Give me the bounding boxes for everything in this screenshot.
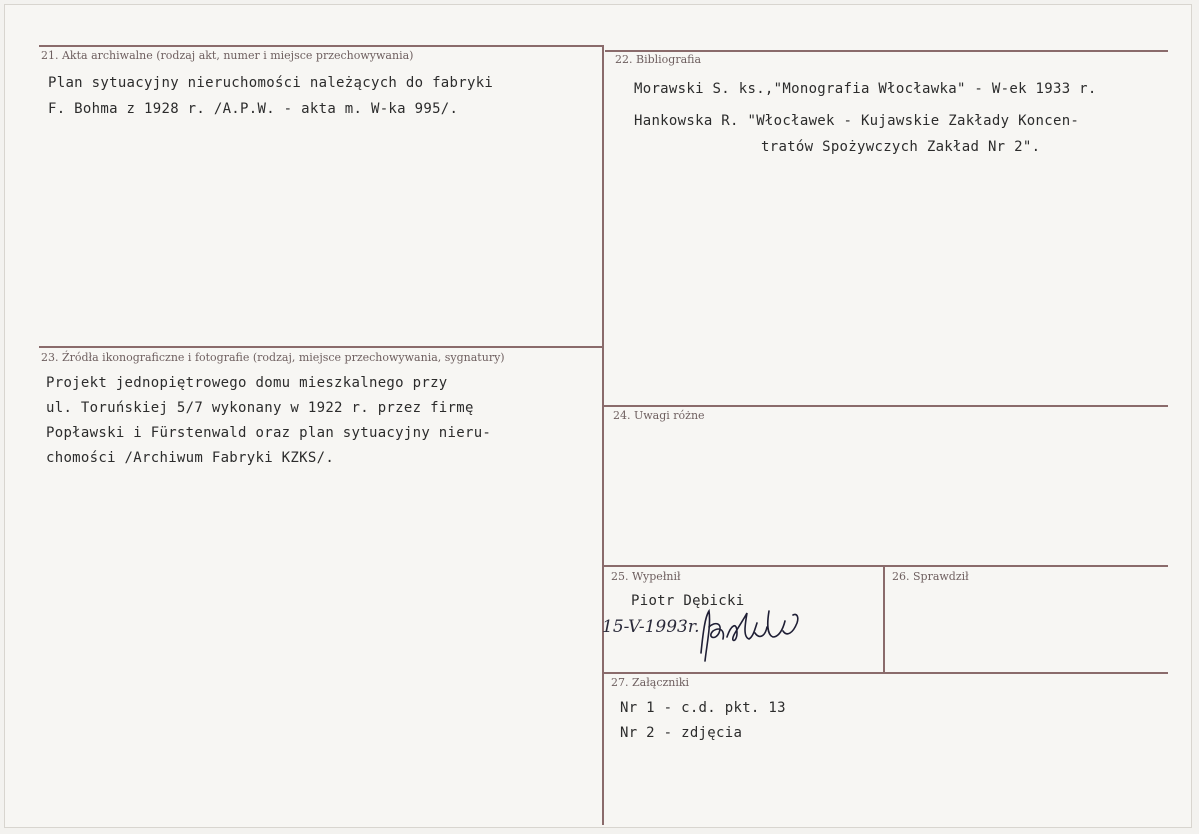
divider-top-right <box>605 50 1168 52</box>
divider-section-23 <box>39 346 603 348</box>
section-23-label: 23. Źródła ikonograficzne i fotografie (rodzaj, miejsce przechowywania, sygnatury) <box>41 351 505 364</box>
divider-section-24 <box>603 405 1168 407</box>
section-22-line-2: Hankowska R. "Włocławek - Kujawskie Zakłady Koncen- <box>634 113 1080 129</box>
divider-vertical-25-26 <box>883 565 885 673</box>
section-27-line-1: Nr 1 - c.d. pkt. 13 <box>620 700 786 716</box>
section-25-handwritten-date: 15-V-1993r. <box>602 617 700 637</box>
section-21-label: 21. Akta archiwalne (rodzaj akt, numer i miejsce przechowywania) <box>41 49 414 62</box>
divider-section-25 <box>603 565 1168 567</box>
divider-vertical-main <box>602 45 604 825</box>
section-27-line-2: Nr 2 - zdjęcia <box>620 725 743 741</box>
inventory-card <box>4 4 1192 828</box>
section-23-line-2: ul. Toruńskiej 5/7 wykonany w 1922 r. przez firmę <box>46 400 474 416</box>
divider-section-27 <box>603 672 1168 674</box>
divider-top-left <box>39 45 603 47</box>
section-23-line-4: chomości /Archiwum Fabryki KZKS/. <box>46 450 335 466</box>
section-25-label: 25. Wypełnił <box>611 570 681 583</box>
section-25-name: Piotr Dębicki <box>631 593 745 609</box>
section-23-line-3: Popławski i Fürstenwald oraz plan sytuacyjny nieru- <box>46 425 492 441</box>
section-21-line-1: Plan sytuacyjny nieruchomości należących do fabryki <box>48 75 494 91</box>
section-22-line-1: Morawski S. ks.,"Monografia Włocławka" - W-ek 1933 r. <box>634 81 1097 97</box>
section-22-label: 22. Bibliografia <box>615 53 702 66</box>
section-22-line-3: tratów Spożywczych Zakład Nr 2". <box>761 139 1041 155</box>
section-21-line-2: F. Bohma z 1928 r. /A.P.W. - akta m. W-ka 995/. <box>48 101 459 117</box>
signature <box>693 603 803 665</box>
section-23-line-1: Projekt jednopiętrowego domu mieszkalnego przy <box>46 375 448 391</box>
section-24-label: 24. Uwagi różne <box>613 409 705 422</box>
section-26-label: 26. Sprawdził <box>892 570 969 583</box>
section-27-label: 27. Załączniki <box>611 676 690 689</box>
